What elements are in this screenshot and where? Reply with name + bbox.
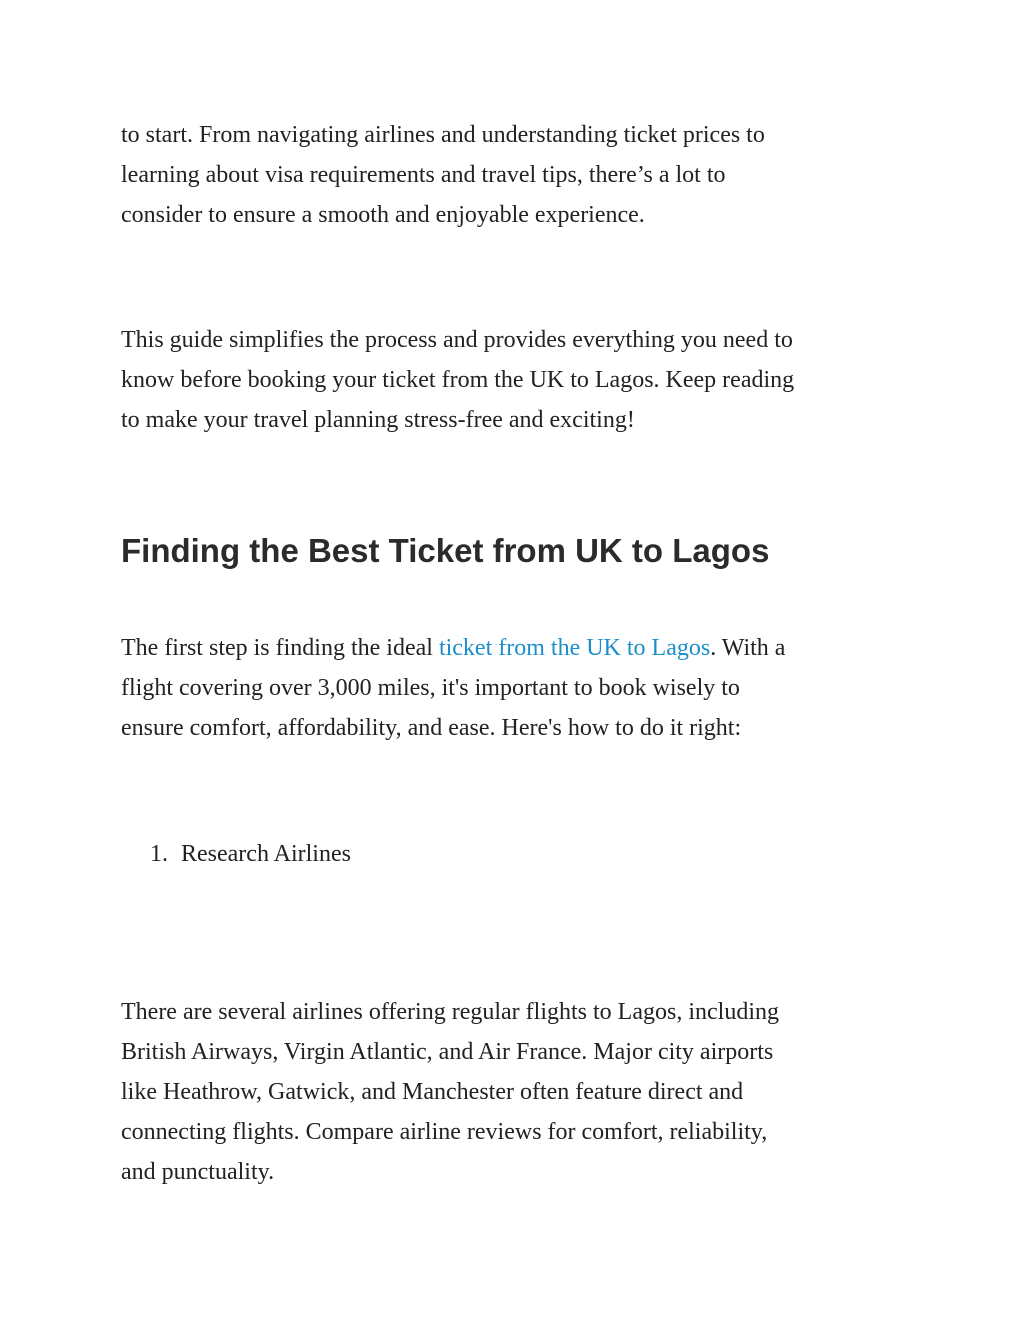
text-after-link: . With a — [710, 635, 786, 661]
airlines-paragraph — [121, 992, 901, 1192]
text-line — [121, 628, 901, 668]
list-item-label: Research Airlines — [181, 841, 351, 867]
section-heading: Finding the Best Ticket from UK to Lagos — [121, 532, 770, 569]
text-line: learning about visa requirements and travel tips, there’s a lot to — [121, 162, 726, 188]
first-step-paragraph — [121, 628, 901, 748]
text-line: to start. From navigating airlines and understanding ticket prices to — [121, 122, 765, 148]
list-item-number: 1. — [150, 841, 168, 867]
text-line: to make your travel planning stress-free and exciting! — [121, 407, 635, 433]
text-line: connecting flights. Compare airline reviews for comfort, reliability, — [121, 1119, 768, 1145]
text-before-link: The first step is finding the ideal — [121, 635, 439, 661]
text-line: consider to ensure a smooth and enjoyable experience. — [121, 202, 645, 228]
text-line: British Airways, Virgin Atlantic, and Air France. Major city airports — [121, 1039, 774, 1065]
text-line: like Heathrow, Gatwick, and Manchester often feature direct and — [121, 1079, 744, 1105]
text-line: and punctuality. — [121, 1159, 275, 1185]
text-line: ensure comfort, affordability, and ease. Here's how to do it right: — [121, 715, 742, 741]
guide-paragraph — [121, 320, 901, 440]
ticket-link[interactable]: ticket from the UK to Lagos — [438, 635, 711, 661]
text-line: There are several airlines offering regular flights to Lagos, including — [121, 999, 779, 1025]
text-line: know before booking your ticket from the UK to Lagos. Keep reading — [121, 367, 795, 393]
intro-paragraph — [121, 115, 901, 235]
text-line: flight covering over 3,000 miles, it's important to book wisely to — [121, 675, 740, 701]
text-line: This guide simplifies the process and provides everything you need to — [121, 327, 793, 353]
